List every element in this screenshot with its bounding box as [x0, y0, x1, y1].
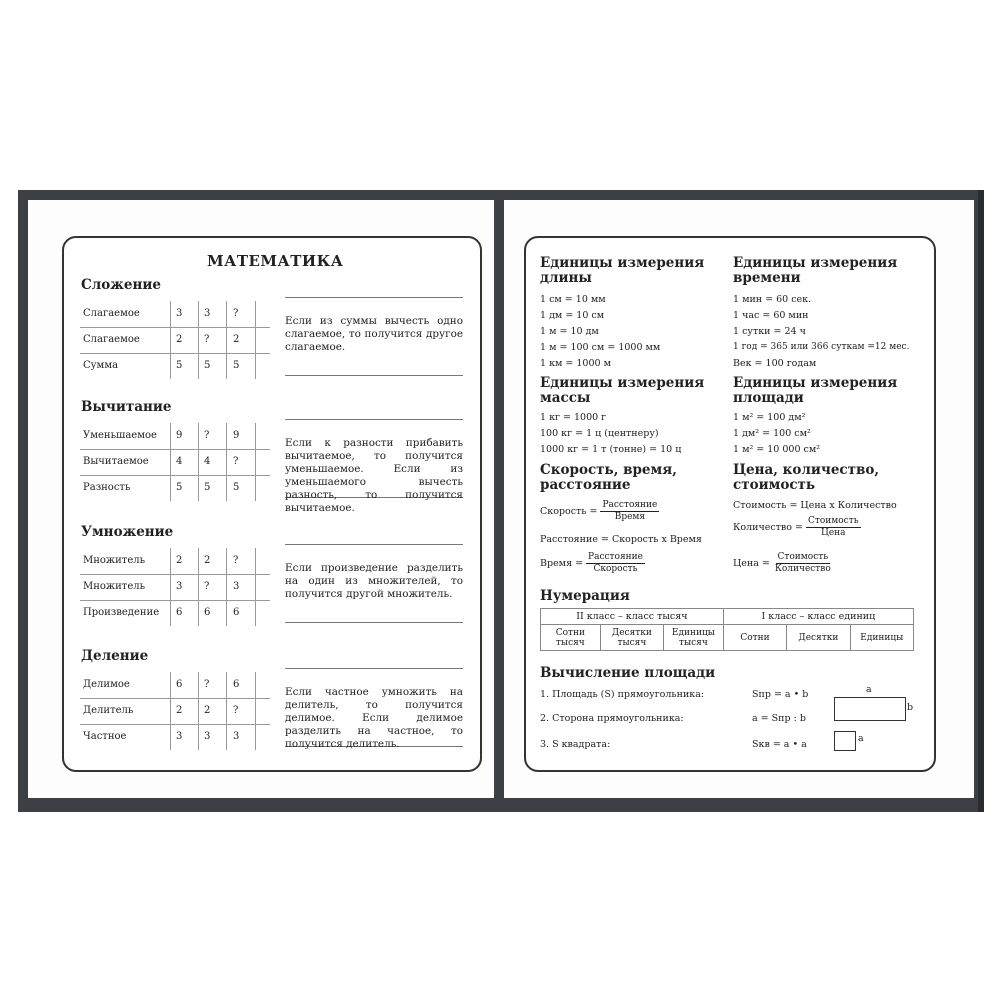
column-divider: [226, 672, 227, 750]
column-divider: [198, 301, 199, 379]
row-label: Слагаемое: [83, 334, 140, 345]
length-line: 1 дм = 10 см: [540, 310, 605, 321]
note-rule: [285, 544, 463, 545]
time-line: 1 сутки = 24 ч: [733, 326, 806, 337]
row-divider: [80, 698, 270, 699]
page-title: МАТЕМАТИКА: [207, 252, 344, 270]
area-line: 1 м² = 100 дм²: [733, 412, 806, 423]
rule-text: Если к разности прибавить вычитаемое, то получится уменьшаемое. Если из уменьшаемого вычесть разность, то получится вычитаемое.: [285, 437, 463, 514]
row-value: 6: [233, 679, 240, 690]
row-value: ?: [204, 581, 210, 592]
row-label: Множитель: [83, 555, 146, 566]
row-value: 6: [233, 607, 240, 618]
rectangle-diagram: [834, 697, 906, 721]
cost-formula: Стоимость = Цена х Количество: [733, 500, 897, 511]
row-value: 3: [233, 731, 240, 742]
column-divider: [198, 672, 199, 750]
length-line: 1 см = 10 мм: [540, 294, 606, 305]
column-divider: [198, 423, 199, 501]
row-value: 3: [204, 308, 211, 319]
column-divider: [255, 672, 256, 750]
row-label: Уменьшаемое: [83, 430, 157, 441]
column-divider: [226, 423, 227, 501]
row-value: 9: [176, 430, 183, 441]
row-value: 3: [176, 581, 183, 592]
row-value: 5: [204, 482, 211, 493]
length-line: 1 м = 100 см = 1000 мм: [540, 342, 661, 353]
row-value: 2: [176, 705, 183, 716]
area-calc-label: 2. Сторона прямоугольника:: [540, 713, 684, 724]
column-divider: [255, 423, 256, 501]
note-rule: [285, 375, 463, 376]
mass-line: 1 кг = 1000 г: [540, 412, 607, 423]
side-b-label: b: [907, 702, 914, 713]
row-value: 3: [204, 731, 211, 742]
row-divider: [80, 327, 270, 328]
row-value: ?: [204, 430, 210, 441]
column-divider: [170, 548, 171, 626]
area-calc-formula: Sкв = a • a: [752, 739, 807, 750]
row-value: 3: [233, 581, 240, 592]
class-thousands: II класс – класс тысяч: [541, 609, 724, 625]
column-divider: [170, 301, 171, 379]
rule-text: Если частное умножить на делитель, то получится делимое. Если делимое разделить на частное, то получится делитель.: [285, 686, 463, 750]
mass-heading: Единицы измерения массы: [540, 375, 705, 406]
numeration-col: Сотни тысяч: [541, 625, 601, 651]
time-heading: Единицы измерения времени: [733, 255, 898, 286]
row-divider: [80, 475, 270, 476]
area-calc-formula: a = Sпр : b: [752, 713, 806, 724]
row-value: 2: [176, 334, 183, 345]
column-divider: [255, 301, 256, 379]
class-units: I класс – класс единиц: [723, 609, 913, 625]
row-value: ?: [233, 705, 239, 716]
row-label: Множитель: [83, 581, 146, 592]
side-a-label: a: [866, 684, 872, 695]
row-value: 6: [176, 607, 183, 618]
row-label: Произведение: [83, 607, 160, 618]
time-line: 1 год = 365 или 366 суткам =12 мес.: [733, 342, 910, 352]
area-line: 1 м² = 10 000 см²: [733, 444, 821, 455]
numeration-heading: Нумерация: [540, 588, 630, 604]
area-calc-heading: Вычисление площади: [540, 665, 716, 681]
row-value: ?: [233, 456, 239, 467]
section-heading: Сложение: [81, 277, 161, 293]
column-divider: [226, 301, 227, 379]
note-rule: [285, 668, 463, 669]
section-heading: Деление: [81, 648, 149, 664]
time-line: 1 час = 60 мин: [733, 310, 809, 321]
row-divider: [80, 449, 270, 450]
row-value: 3: [176, 731, 183, 742]
row-label: Сумма: [83, 360, 119, 371]
row-divider: [80, 600, 270, 601]
row-value: 4: [176, 456, 183, 467]
row-value: 2: [204, 705, 211, 716]
length-heading: Единицы измерения длины: [540, 255, 705, 286]
section-heading: Вычитание: [81, 399, 172, 415]
row-value: 2: [233, 334, 240, 345]
row-label: Слагаемое: [83, 308, 140, 319]
row-value: ?: [233, 555, 239, 566]
row-label: Делимое: [83, 679, 130, 690]
numeration-col: Сотни: [723, 625, 786, 651]
numeration-table: [540, 608, 914, 651]
row-value: 5: [176, 360, 183, 371]
rule-text: Если из суммы вычесть одно слагаемое, то получится другое слагаемое.: [285, 315, 463, 353]
row-value: ?: [204, 334, 210, 345]
area-calc-label: 3. S квадрата:: [540, 739, 611, 750]
quantity-formula: Количество = $\frac{\text{Стоимость}}{\text{Цена}}$: [733, 516, 859, 538]
numeration-col: Единицы тысяч: [664, 625, 724, 651]
section-heading: Умножение: [81, 524, 174, 540]
square-side-label: a: [858, 733, 864, 744]
price-heading: Цена, количество, стоимость: [733, 462, 880, 493]
mass-line: 100 кг = 1 ц (центнеру): [540, 428, 659, 439]
row-divider: [80, 574, 270, 575]
row-label: Разность: [83, 482, 131, 493]
distance-formula: Расстояние = Скорость х Время: [540, 534, 702, 545]
time-line: Век = 100 годам: [733, 358, 817, 369]
area-calc-label: 1. Площадь (S) прямоугольника:: [540, 689, 705, 700]
square-diagram: [834, 731, 856, 751]
row-label: Делитель: [83, 705, 134, 716]
numeration-col: Десятки: [787, 625, 850, 651]
column-divider: [226, 548, 227, 626]
speed-formula: Скорость = $\frac{\text{Расстояние}}{\text{Время}}$: [540, 500, 658, 522]
row-value: ?: [233, 308, 239, 319]
area-units-heading: Единицы измерения площади: [733, 375, 898, 406]
numeration-col: Единицы: [850, 625, 913, 651]
rule-text: Если произведение разделить на один из множителей, то получится другой множитель.: [285, 562, 463, 600]
note-rule: [285, 622, 463, 623]
time-formula: Время = $\frac{\text{Расстояние}}{\text{Скорость}}$: [540, 552, 643, 574]
row-value: 5: [233, 360, 240, 371]
row-value: 2: [204, 555, 211, 566]
length-line: 1 км = 1000 м: [540, 358, 611, 369]
column-divider: [198, 548, 199, 626]
speed-heading: Скорость, время, расстояние: [540, 462, 677, 493]
row-value: 9: [233, 430, 240, 441]
row-value: 3: [176, 308, 183, 319]
length-line: 1 м = 10 дм: [540, 326, 599, 337]
note-rule: [285, 297, 463, 298]
row-divider: [80, 353, 270, 354]
row-value: 2: [176, 555, 183, 566]
row-value: ?: [204, 679, 210, 690]
row-value: 5: [176, 482, 183, 493]
column-divider: [255, 548, 256, 626]
row-value: 5: [233, 482, 240, 493]
area-line: 1 дм² = 100 см²: [733, 428, 811, 439]
time-line: 1 мин = 60 сек.: [733, 294, 812, 305]
column-divider: [170, 672, 171, 750]
numeration-col: Десятки тысяч: [600, 625, 663, 651]
area-calc-formula: Sпр = a • b: [752, 689, 809, 700]
row-label: Частное: [83, 731, 127, 742]
note-rule: [285, 419, 463, 420]
row-value: 4: [204, 456, 211, 467]
row-value: 5: [204, 360, 211, 371]
row-value: 6: [204, 607, 211, 618]
row-label: Вычитаемое: [83, 456, 149, 467]
price-formula: Цена = $\frac{\text{Стоимость}}{\text{Количество}}$: [733, 552, 831, 574]
row-value: 6: [176, 679, 183, 690]
column-divider: [170, 423, 171, 501]
mass-line: 1000 кг = 1 т (тонне) = 10 ц: [540, 444, 682, 455]
row-divider: [80, 724, 270, 725]
